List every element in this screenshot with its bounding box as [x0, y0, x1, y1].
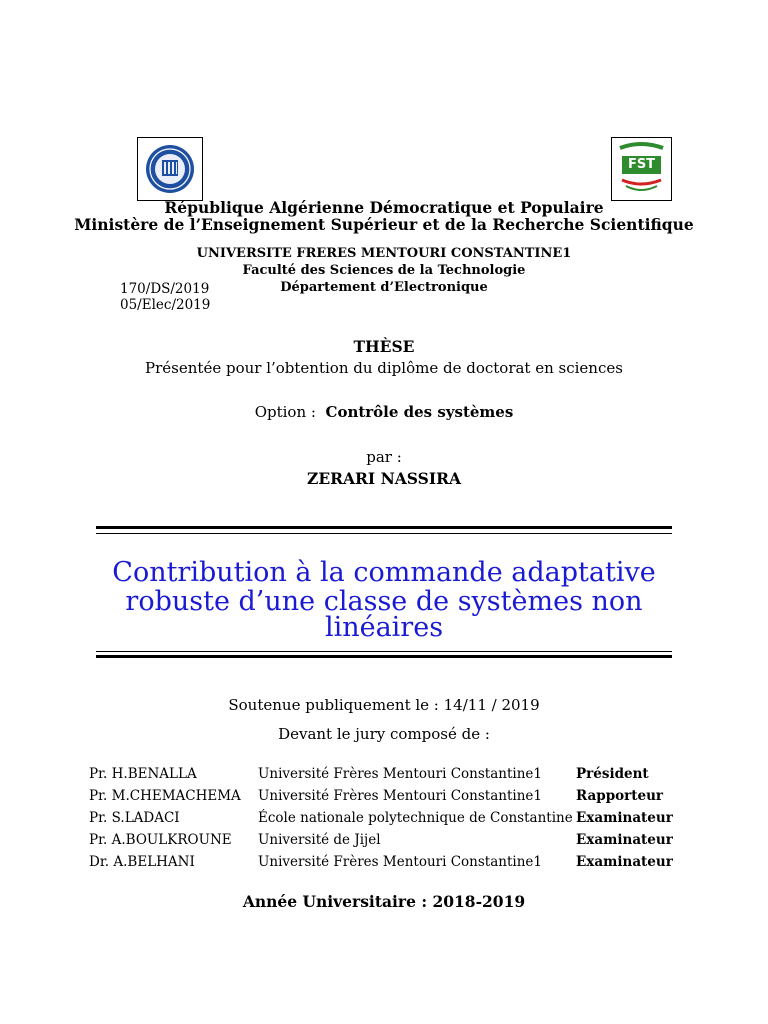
jury-member-institution: Université Frères Mentouri Constantine1	[258, 854, 542, 870]
faculty-logo	[611, 137, 672, 201]
faculty-logo-text: FST	[627, 157, 656, 172]
option-value: Contrôle des systèmes	[325, 403, 514, 421]
jury-member-role: Examinateur	[576, 854, 673, 870]
faculty-name: Faculté des Sciences de la Technologie	[242, 263, 526, 278]
jury-member-name: Dr. A.BELHANI	[89, 854, 195, 870]
author-name: ZERARI NASSIRA	[307, 469, 461, 488]
jury-member-name: Pr. M.CHEMACHEMA	[89, 788, 241, 804]
jury-member-role: Examinateur	[576, 832, 673, 848]
university-logo	[137, 137, 203, 201]
option-label: Option :	[254, 403, 316, 421]
jury-member-institution: Université Frères Mentouri Constantine1	[258, 788, 542, 804]
university-seal-icon	[138, 138, 202, 200]
department-name: Département d’Electronique	[280, 280, 488, 295]
title-rule-top-thin	[96, 533, 672, 534]
jury-member-name: Pr. H.BENALLA	[89, 766, 197, 782]
jury-member-role: Examinateur	[576, 810, 673, 826]
jury-member-role: Rapporteur	[576, 788, 664, 804]
defense-date: Soutenue publiquement le : 14/11 / 2019	[228, 696, 540, 714]
title-rule-bottom-thin	[96, 651, 672, 652]
jury-member-institution: Université Frères Mentouri Constantine1	[258, 766, 542, 782]
jury-intro: Devant le jury composé de :	[278, 725, 490, 743]
thesis-option	[0, 403, 768, 421]
thesis-title-line-2: robuste d’une classe de systèmes non	[125, 586, 643, 617]
by-label: par :	[366, 448, 402, 466]
jury-member-name: Pr. A.BOULKROUNE	[89, 832, 232, 848]
jury-member-institution: École nationale polytechnique de Constantine	[258, 810, 573, 826]
title-rule-bottom-thick	[96, 655, 672, 658]
academic-year: Année Universitaire : 2018-2019	[242, 892, 526, 911]
country-name: République Algérienne Démocratique et Populaire	[164, 198, 604, 217]
jury-member-role: Président	[576, 766, 649, 782]
jury-row	[89, 854, 689, 876]
jury-member-name: Pr. S.LADACI	[89, 810, 180, 826]
jury-row	[89, 766, 689, 788]
title-rule-top-thick	[96, 526, 672, 529]
university-name: UNIVERSITE FRERES MENTOURI CONSTANTINE1	[196, 246, 572, 261]
jury-row	[89, 832, 689, 854]
thesis-title-line-1: Contribution à la commande adaptative	[112, 557, 656, 588]
thesis-title-line-3: linéaires	[324, 612, 444, 643]
ministry-name: Ministère de l’Enseignement Supérieur et de la Recherche Scientifique	[74, 215, 694, 234]
thesis-heading: THÈSE	[353, 337, 415, 356]
jury-member-institution: Université de Jijel	[258, 832, 381, 848]
reference-number-2: 05/Elec/2019	[120, 297, 211, 313]
jury-row	[89, 810, 689, 832]
thesis-purpose: Présentée pour l’obtention du diplôme de doctorat en sciences	[145, 359, 623, 377]
jury-row	[89, 788, 689, 810]
reference-number-1: 170/DS/2019	[120, 281, 210, 297]
